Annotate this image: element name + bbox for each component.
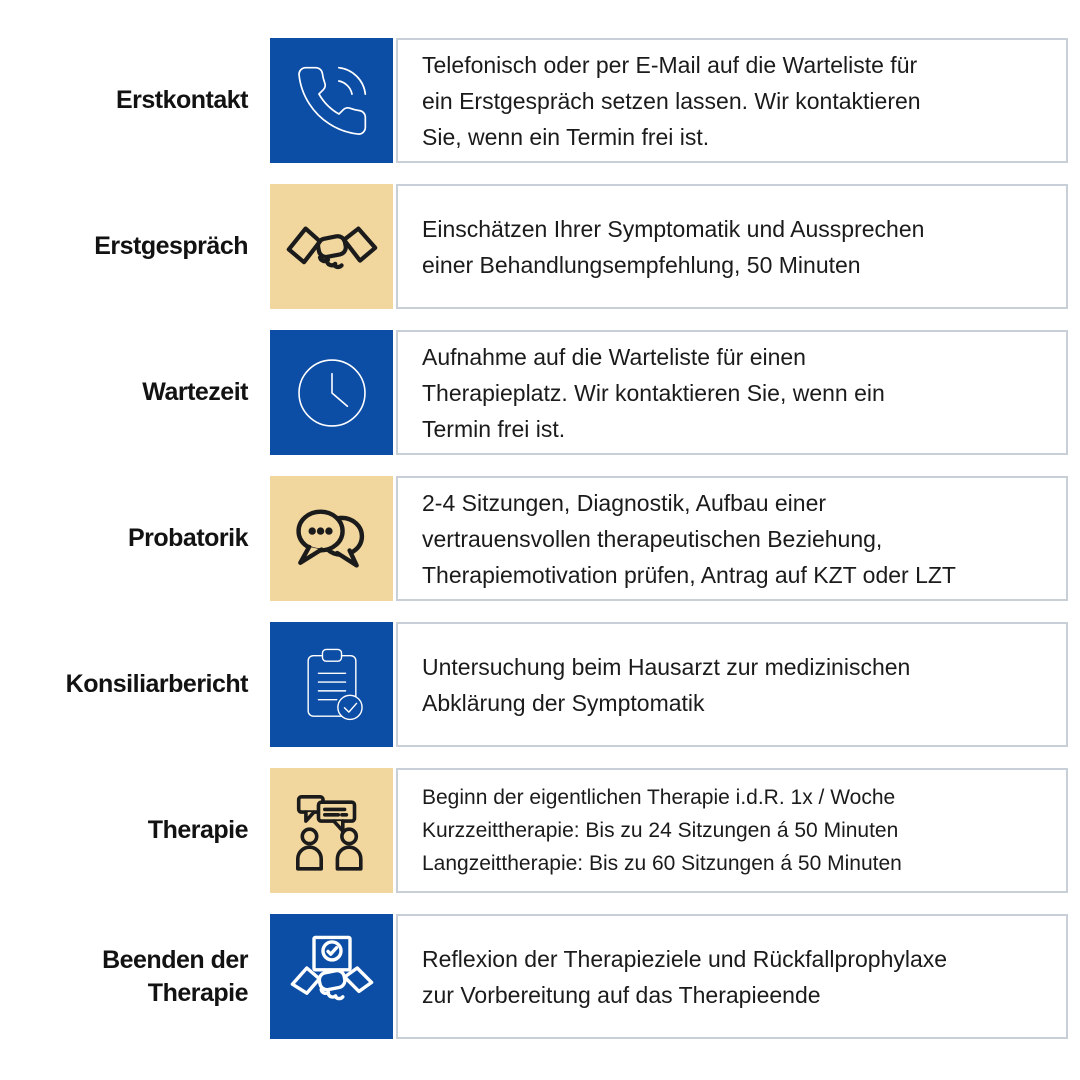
step-description: Einschätzen Ihrer Symptomatik und Aussprechen einer Behandlungsempfehlung, 50 Minuten [396,184,1068,309]
step-label: Konsiliarbericht [65,670,248,699]
step-row-beenden-der-therapie [0,914,1068,1039]
step-row-probatorik [0,476,1068,601]
speech-bubbles-icon [270,476,393,601]
step-row-therapie [0,768,1068,893]
step-description: Telefonisch oder per E-Mail auf die Warteliste für ein Erstgespräch setzen lassen. Wir kontaktieren Sie, wenn ein Termin frei ist. [396,38,1068,163]
step-description: Untersuchung beim Hausarzt zur medizinischen Abklärung der Symptomatik [396,622,1068,747]
step-rows [0,38,1068,1039]
handshake-icon [270,184,393,309]
step-row-konsiliarbericht [0,622,1068,747]
phone-icon [270,38,393,163]
step-row-wartezeit [0,330,1068,455]
step-description: Reflexion der Therapieziele und Rückfallprophylaxe zur Vorbereitung auf das Therapieende [396,914,1068,1039]
step-description: Aufnahme auf die Warteliste für einen Therapieplatz. Wir kontaktieren Sie, wenn ein Termin frei ist. [396,330,1068,455]
step-description: 2-4 Sitzungen, Diagnostik, Aufbau einer vertrauensvollen therapeutischen Beziehung, Therapiemotivation prüfen, Antrag auf KZT oder LZT [396,476,1068,601]
step-label: Wartezeit [142,378,248,407]
step-description: Beginn der eigentlichen Therapie i.d.R. 1x / Woche Kurzzeittherapie: Bis zu 24 Sitzungen á 50 Minuten Langzeittherapie: Bis zu 60 Sitzungen á 50 Minuten [396,768,1068,893]
clock-icon [270,330,393,455]
clipboard-check-icon [270,622,393,747]
step-label: Erstkontakt [115,86,248,115]
step-label: Probatorik [127,524,248,553]
step-label: Beenden der Therapie [102,946,248,1007]
conversation-icon [270,768,393,893]
step-label: Therapie [147,816,248,845]
step-label: Erstgespräch [94,232,248,261]
step-row-erstgespraech [0,184,1068,309]
step-row-erstkontakt [0,38,1068,163]
agreement-handshake-icon [270,914,393,1039]
